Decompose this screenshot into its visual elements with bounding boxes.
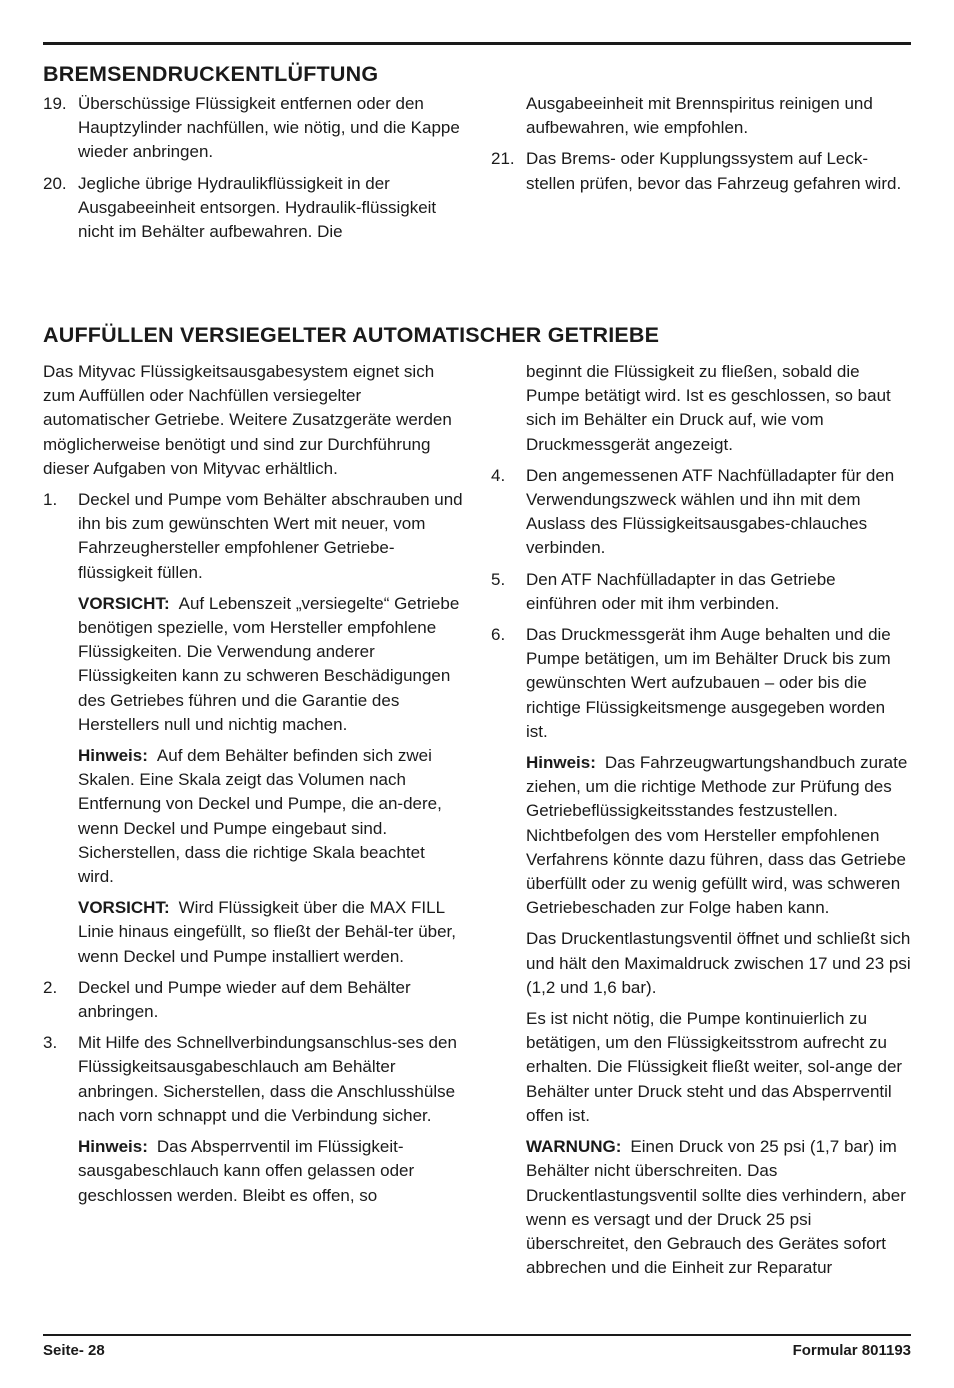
- item-text: Den ATF Nachfülladapter in das Getriebe einführen oder mit ihm verbinden.: [526, 569, 836, 613]
- hint-text: Auf dem Behälter befinden sich zwei Skalen. Eine Skala zeigt das Volumen nach Entfernung von Deckel und Pumpe, die an-dere, wenn Deckel und Pumpe eingebaut sind. Sicherstellen, dass die richtige Skala beachtet wird.: [78, 746, 442, 887]
- hint-note: [43, 1135, 463, 1208]
- page-number: Seite- 28: [43, 1342, 105, 1359]
- bottom-rule: [43, 1334, 911, 1336]
- hint-note: [491, 751, 911, 920]
- item-number: 1.: [43, 490, 58, 510]
- section2-right-column: [491, 360, 911, 1287]
- section1-right-column: [491, 92, 911, 203]
- form-number: Formular 801193: [792, 1342, 911, 1359]
- warning-label: WARNUNG:: [526, 1137, 622, 1157]
- item-number: 20.: [43, 173, 67, 193]
- hint-label: Hinweis:: [78, 1137, 148, 1157]
- relief-valve-paragraph: Das Druckentlastungsventil öffnet und schließt sich und hält den Maximaldruck zwischen 17 und 23 psi (1,2 und 1,6 bar).: [526, 929, 911, 997]
- item-text: Mit Hilfe des Schnellverbindungsanschlus-ses den Flüssigkeitsausgabeschlauch am Behälter anbringen. Sicherstellen, dass die Anschlusshülse nach vorn schnappt und die Verbindung sicher.: [78, 1033, 457, 1125]
- item-number: 4.: [491, 465, 506, 485]
- item-text: Jegliche übrige Hydraulikflüssigkeit in der Ausgabeeinheit entsorgen. Hydraulik-flüssigkeit nicht im Behälter aufbewahren. Die: [78, 173, 437, 242]
- list-item-3: [43, 1031, 463, 1128]
- section1-left-column: [43, 92, 463, 251]
- item-number: 3.: [43, 1033, 58, 1053]
- caution-label: VORSICHT:: [78, 898, 170, 918]
- caution-note: [43, 592, 463, 737]
- item-number: 19.: [43, 94, 67, 113]
- flow-paragraph: Es ist nicht nötig, die Pumpe kontinuierlich zu betätigen, um den Flüssigkeitsstrom aufrecht zu erhalten. Die Flüssigkeit fließt weiter, sol-ange der Behälter unter Druck steht und das Absperrventil offen ist.: [526, 1009, 903, 1125]
- hint-continuation: beginnt die Flüssigkeit zu fließen, sobald die Pumpe betätigt wird. Ist es geschlossen, so baut sich im Behälter ein Druck auf, wie vom Druckmessgerät angezeigt.: [526, 362, 891, 454]
- list-item-19: [43, 92, 463, 165]
- list-item-1: [43, 488, 463, 585]
- section-heading-brake-bleeding: BREMSENDRUCKENTLÜFTUNG: [43, 62, 379, 86]
- hint-label: Hinweis:: [526, 753, 596, 773]
- item-number: 5.: [491, 569, 506, 589]
- top-rule: [43, 42, 911, 45]
- list-item-4: [491, 464, 911, 561]
- list-item-20: [43, 172, 463, 245]
- caution-label: VORSICHT:: [78, 593, 170, 613]
- item-number: 2.: [43, 977, 58, 997]
- item-number: 6.: [491, 625, 506, 645]
- item-20-continuation: Ausgabeeinheit mit Brennspiritus reinigen und aufbewahren, wie empfohlen.: [526, 94, 873, 138]
- section-heading-transmission-fill: AUFFÜLLEN VERSIEGELTER AUTOMATISCHER GETRIEBE: [43, 323, 660, 347]
- hint-note: [43, 744, 463, 889]
- hint-text: Das Fahrzeugwartungshandbuch zurate ziehen, um die richtige Methode zur Prüfung des Getriebeflüssigkeitsstandes festzustellen. Nichtbefolgen des vom Hersteller empfohlenen Verfahrens könnte dazu führen, dass das Getriebe überfüllt oder zu wenig gefüllt wird, was schweren Getriebeschaden zur Folge haben kann.: [526, 753, 908, 918]
- item-text: Deckel und Pumpe vom Behälter abschrauben und ihn bis zum gewünschten Wert mit neuer, vom Fahrzeughersteller empfohlener Getriebe-flüssigkeit füllen.: [78, 490, 463, 582]
- section2-left-column: [43, 360, 463, 1215]
- item-text: Das Druckmessgerät ihm Auge behalten und die Pumpe betätigen, um im Behälter Druck bis zum gewünschten Wert aufzubauen – oder bis die richtige Flüssigkeitsmenge ausgegeben worden ist.: [526, 625, 891, 741]
- item-text: Überschüssige Flüssigkeit entfernen oder den Hauptzylinder nachfüllen, wie nötig, und die Kappe wieder anbringen.: [78, 94, 460, 162]
- list-item-6: [491, 623, 911, 744]
- list-item-5: [491, 568, 911, 616]
- item-number: 21.: [491, 149, 515, 169]
- item-text: Den angemessenen ATF Nachfülladapter für den Verwendungszweck wählen und ihn mit dem Auslass des Flüssigkeitsausgabes-chlauches verbinden.: [526, 465, 895, 558]
- caution-text: Auf Lebenszeit „versiegelte“ Getriebe benötigen spezielle, vom Hersteller empfohlene Flüssigkeiten. Die Verwendung anderer Flüssigkeiten kann zu schweren Beschädigungen des Getriebes führen und die Garantie des Herstellers null und nichtig machen.: [78, 593, 460, 734]
- intro-paragraph: Das Mityvac Flüssigkeitsausgabesystem eignet sich zum Auffüllen oder Nachfüllen versiegelter automatischer Getriebe. Weitere Zusatzgeräte werden möglicherweise benötigt und sind zur Durchführung dieser Aufgaben von Mityvac erhältlich.: [43, 362, 452, 478]
- caution-note: [43, 896, 463, 969]
- warning-note: [491, 1135, 911, 1280]
- list-item-21: [491, 147, 911, 195]
- item-text: Deckel und Pumpe wieder auf dem Behälter anbringen.: [78, 977, 411, 1022]
- warning-text: Einen Druck von 25 psi (1,7 bar) im Behälter nicht überschreiten. Das Druckentlastungsventil sollte dies verhindern, aber wenn es versagt und der Druck 25 psi überschreitet, den Gebrauch des Gerätes sofort abbrechen und die Einheit zur Reparatur: [526, 1137, 906, 1278]
- hint-text: Das Absperrventil im Flüssigkeit-sausgabeschlauch kann offen gelassen oder geschlossen werden. Bleibt es offen, so: [78, 1137, 415, 1205]
- caution-text: Wird Flüssigkeit über die MAX FILL Linie hinaus eingefüllt, so fließt der Behäl-ter über, wenn Deckel und Pumpe installiert werden.: [78, 898, 457, 966]
- list-item-2: [43, 976, 463, 1024]
- item-text: Das Brems- oder Kupplungssystem auf Leck-stellen prüfen, bevor das Fahrzeug gefahren wird.: [526, 149, 902, 193]
- hint-label: Hinweis:: [78, 746, 148, 766]
